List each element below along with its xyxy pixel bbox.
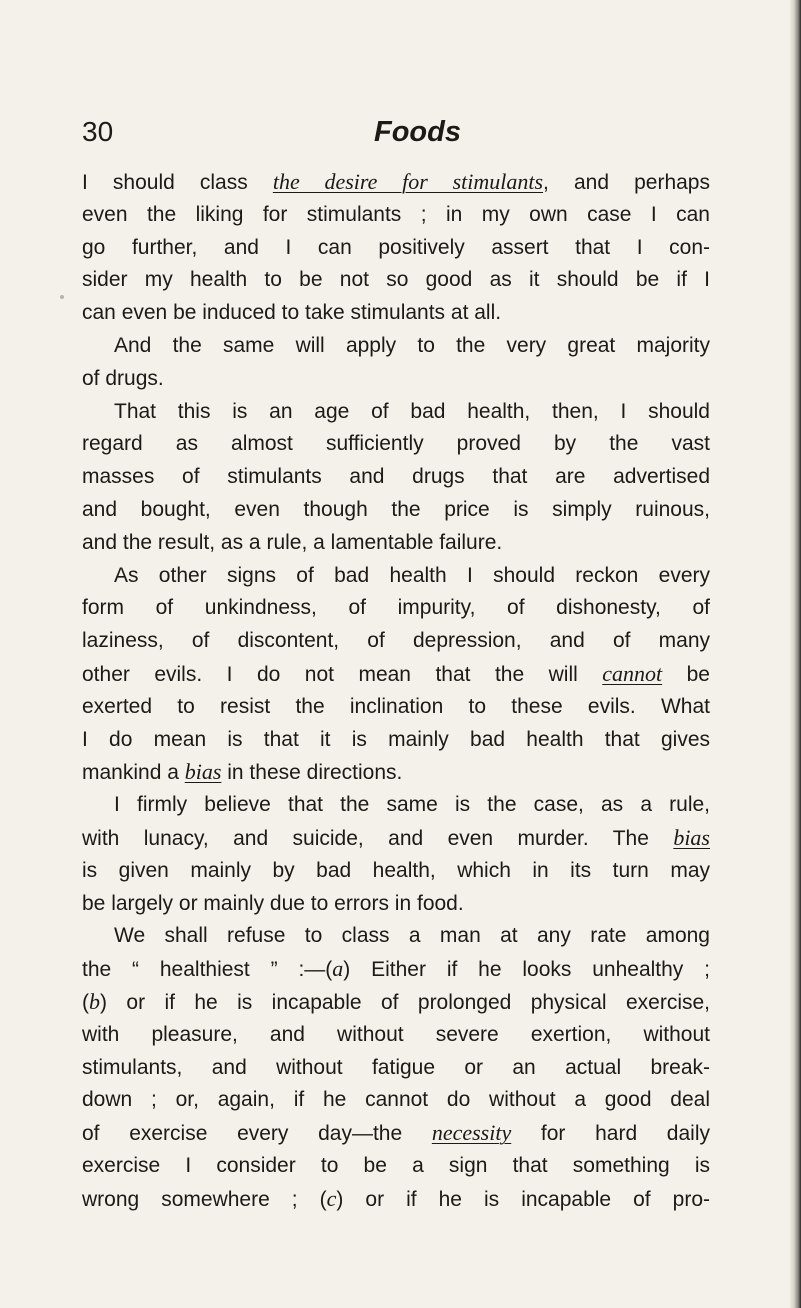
text-line: exercise I consider to be a sign that something is xyxy=(82,1153,710,1177)
emphasis: bias xyxy=(673,824,710,850)
text-line: of exercise every day—the necessity for hard daily xyxy=(82,1120,710,1146)
text-line: and bought, even though the price is simply ruinous, xyxy=(82,497,710,521)
emphasis: c xyxy=(326,1185,337,1211)
text-line: and the result, as a rule, a lamentable failure. xyxy=(82,530,503,554)
text-line: down ; or, again, if he cannot do without a good deal xyxy=(82,1088,710,1112)
text-line: sider my health to be not so good as it should be if I xyxy=(82,268,710,292)
text-line: I do mean is that it is mainly bad health that gives xyxy=(82,727,710,751)
text-line: is given mainly by bad health, which in its turn may xyxy=(82,858,710,882)
emphasis: a xyxy=(332,956,344,982)
text-line: form of unkindness, of impurity, of dishonesty, of xyxy=(82,596,710,620)
body-text xyxy=(82,166,710,1216)
text-line: regard as almost sufficiently proved by the vast xyxy=(82,432,710,456)
text-line: other evils. I do not mean that the will cannot be xyxy=(82,660,710,686)
running-head xyxy=(82,114,710,154)
page-edge xyxy=(789,0,801,1308)
text-line: the “ healthiest ” :—(a) Either if he looks unhealthy ; xyxy=(82,956,710,982)
text-line: And the same will apply to the very great majority xyxy=(114,333,710,357)
emphasis: the desire for stimulants xyxy=(272,169,544,194)
text-line: of drugs. xyxy=(82,366,164,390)
text-line: go further, and I can positively assert that I con- xyxy=(82,235,710,259)
text-line: mankind a bias in these directions. xyxy=(82,759,403,785)
text-line: exerted to resist the inclination to these evils. What xyxy=(82,694,710,718)
text-line: stimulants, and without fatigue or an actual break- xyxy=(82,1055,710,1079)
text-line: masses of stimulants and drugs that are advertised xyxy=(82,465,710,489)
text-line: That this is an age of bad health, then, I should xyxy=(114,399,710,423)
text-line: be largely or mainly due to errors in food. xyxy=(82,891,464,915)
text-line: with pleasure, and without severe exertion, without xyxy=(82,1022,710,1046)
text-line: laziness, of discontent, of depression, and of many xyxy=(82,629,710,653)
running-title: Foods xyxy=(374,116,461,148)
text-line: We shall refuse to class a man at any rate among xyxy=(114,924,710,948)
emphasis: b xyxy=(89,988,100,1014)
text-line: As other signs of bad health I should reckon every xyxy=(114,563,710,587)
text-line: I firmly believe that the same is the case, as a rule, xyxy=(114,793,710,817)
emphasis: bias xyxy=(184,759,222,785)
text-line: wrong somewhere ; (c) or if he is incapable of pro- xyxy=(82,1185,711,1211)
text-line: can even be induced to take stimulants at all. xyxy=(82,301,502,325)
text-line: with lunacy, and suicide, and even murder. The bias xyxy=(82,824,710,850)
text-line: I should class the desire for stimulants, and perhaps xyxy=(82,169,710,194)
paper-mark xyxy=(60,295,64,299)
emphasis: cannot xyxy=(602,660,663,686)
emphasis: necessity xyxy=(431,1120,512,1146)
page-number: 30 xyxy=(82,116,114,147)
text-line: even the liking for stimulants ; in my own case I can xyxy=(82,202,710,226)
text-line: (b) or if he is incapable of prolonged physical exercise, xyxy=(82,988,710,1014)
